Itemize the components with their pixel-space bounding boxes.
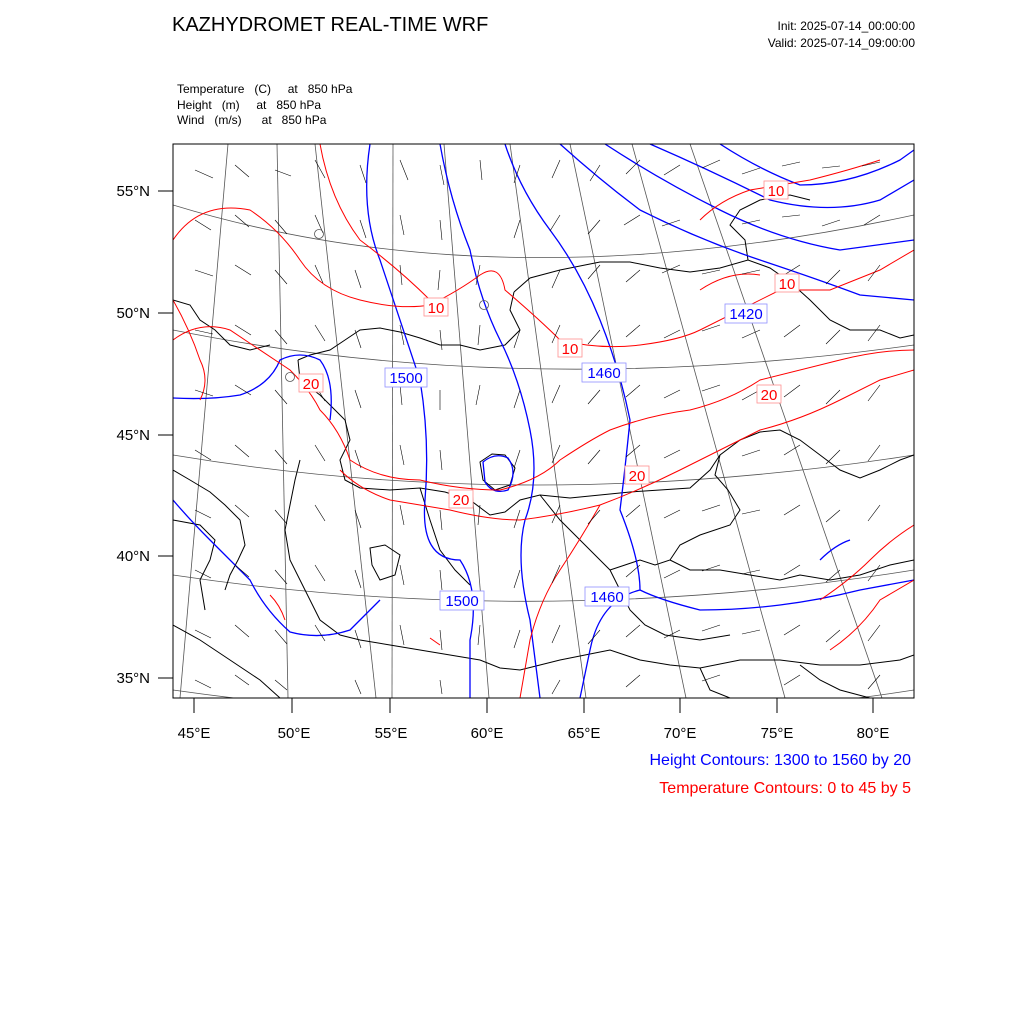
lon-label: 45°E [177,725,211,742]
height-label: 1460 [587,365,621,382]
lat-label: 40°N [116,548,150,565]
map-plot-area [173,144,914,698]
lat-label: 55°N [116,183,150,200]
lon-label: 75°E [760,725,794,742]
temp-label: 10 [778,276,796,293]
lon-label: 60°E [470,725,504,742]
field-height: Height (m) at 850 hPa [177,97,322,112]
temp-label: 20 [760,387,778,404]
lat-label: 50°N [116,305,150,322]
lon-label: 50°E [277,725,311,742]
field-temperature: Temperature (C) at 850 hPa [177,82,353,96]
height-label: 1500 [445,593,479,610]
temp-label: 10 [767,183,785,200]
valid-time: Valid: 2025-07-14_09:00:00 [767,36,915,50]
temp-label: 20 [452,492,470,509]
lon-label: 70°E [663,725,697,742]
chart-title: KAZHYDROMET REAL-TIME WRF [172,14,489,36]
lat-label: 35°N [116,670,150,687]
temperature-legend: Temperature Contours: 0 to 45 by 5 [659,780,911,797]
temp-label: 10 [427,300,445,317]
latitude-axis [116,183,173,687]
height-label: 1460 [590,589,624,606]
height-legend: Height Contours: 1300 to 1560 by 20 [649,752,911,769]
field-wind: Wind (m/s) at 850 hPa [177,113,327,127]
longitude-axis [178,698,890,742]
lon-label: 65°E [567,725,601,742]
temp-label: 20 [628,468,646,485]
temp-label: 10 [561,341,579,358]
height-label: 1500 [389,370,423,387]
lon-label: 80°E [856,725,890,742]
temp-label: 20 [302,376,320,393]
lon-label: 55°E [374,725,408,742]
height-label: 1420 [729,306,763,323]
lat-label: 45°N [116,427,150,444]
init-time: Init: 2025-07-14_00:00:00 [777,19,915,33]
